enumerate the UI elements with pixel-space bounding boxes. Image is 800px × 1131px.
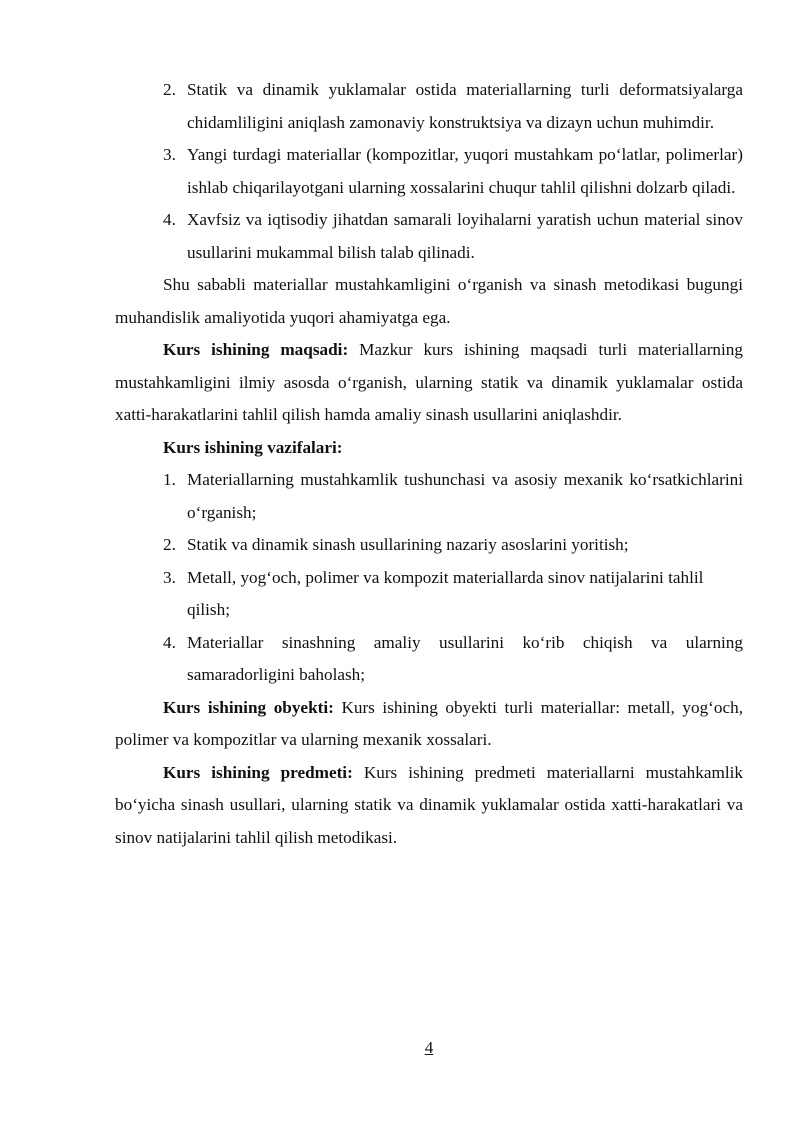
list-item-text: Yangi turdagi materiallar (kompozitlar, yuqori mustahkam po‘latlar, polimerlar) ishlab chiqarilayotgani ularning xossalarini chuqur tahlil qilishni dolzarb qiladi. <box>187 145 743 197</box>
list-item <box>115 204 743 269</box>
list-item <box>115 627 743 692</box>
list-item-text: Metall, yog‘och, polimer va kompozit materiallarda sinov natijalarini tahlil qilish; <box>187 567 704 619</box>
page-number: 4 <box>424 1038 434 1057</box>
object-label: Kurs ishining obyekti: <box>163 697 334 717</box>
subject-label: Kurs ishining predmeti: <box>163 762 353 782</box>
list-item <box>115 139 743 204</box>
list-item-number: 3. <box>163 567 176 587</box>
list-item-number: 1. <box>163 470 176 489</box>
page-content <box>115 74 743 854</box>
list-item-number: 4. <box>163 210 176 229</box>
list-item-text: Statik va dinamik sinash usullarining nazariy asoslarini yoritish; <box>187 535 629 554</box>
list-item-text: Materiallarning mustahkamlik tushunchasi va asosiy mexanik ko‘rsatkichlarini o‘rganish; <box>187 470 743 522</box>
relevance-list <box>115 74 743 269</box>
object-text: Kurs ishining obyekti turli materiallar: metall, yog‘och, polimer va kompozitlar va ularning mexanik xossalari. <box>115 697 743 749</box>
list-item-text: Materiallar sinashning amaliy usullarini ko‘rib chiqish va ularning samaradorligini baholash; <box>187 632 743 684</box>
tasks-list <box>115 464 743 692</box>
list-item <box>115 464 743 529</box>
list-item <box>115 529 743 562</box>
list-item-text: Statik va dinamik yuklamalar ostida materiallarning turli deformatsiyalarga chidamliligini aniqlash zamonaviy konstruktsiya va dizayn uchun muhimdir. <box>187 80 743 132</box>
list-item <box>115 562 743 627</box>
object-paragraph <box>115 692 743 757</box>
list-item-number: 2. <box>163 80 176 99</box>
conclusion-paragraph: Shu sababli materiallar mustahkamligini o‘rganish va sinash metodikasi bugungi muhandislik amaliyotida yuqori ahamiyatga ega. <box>115 275 743 327</box>
tasks-heading: Kurs ishining vazifalari: <box>163 437 343 457</box>
subject-text: Kurs ishining predmeti materiallarni mustahkamlik bo‘yicha sinash usullari, ularning statik va dinamik yuklamalar ostida xatti-harakatlari va sinov natijalarini tahlil qilish metodikasi. <box>115 762 743 847</box>
list-item-number: 2. <box>163 535 176 554</box>
goal-paragraph <box>115 334 743 432</box>
list-item <box>115 74 743 139</box>
goal-text: Mazkur kurs ishining maqsadi turli materiallarning mustahkamligini ilmiy asosda o‘rganish, ularning statik va dinamik yuklamalar ostida xatti-harakatlarini tahlil qilish hamda amaliy sinash usullarini aniqlashdir. <box>115 340 743 424</box>
goal-label: Kurs ishining maqsadi: <box>163 340 349 359</box>
list-item-text: Xavfsiz va iqtisodiy jihatdan samarali loyihalarni yaratish uchun material sinov usullarini mukammal bilish talab qilinadi. <box>187 210 743 262</box>
list-item-number: 4. <box>163 632 176 652</box>
list-item-number: 3. <box>163 145 176 164</box>
subject-paragraph <box>115 757 743 855</box>
